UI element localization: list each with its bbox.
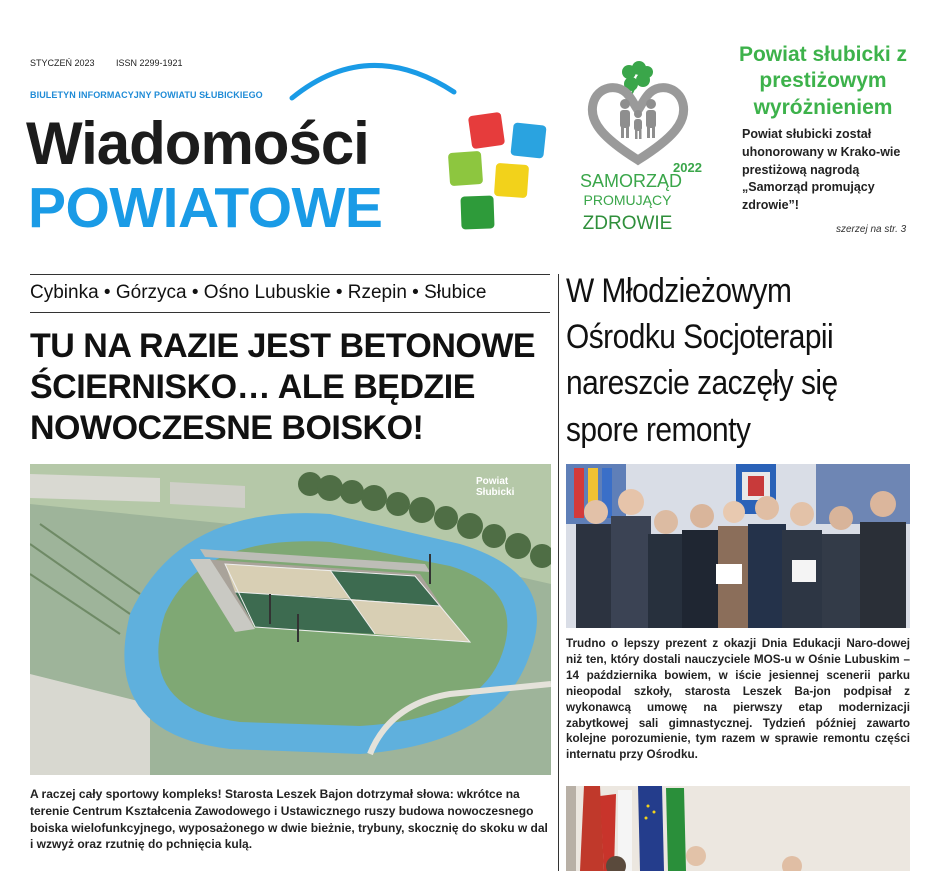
signing-photo [566,464,910,628]
right-headline[interactable] [566,268,875,453]
left-headline-line-1: TU NA RAZIE JEST BETONOWE [30,327,536,365]
award-year: 2022 [673,160,702,175]
masthead-arc [288,46,458,102]
left-cities-rule [30,312,550,313]
second-photo [566,786,910,871]
award-logo-line1: SAMORZĄD [580,171,683,191]
second-photo-scene [566,786,910,871]
left-top-rule [30,274,550,275]
logo-square-yellow [494,163,529,198]
award-body: Powiat słubicki został uhonorowany w Krako-wie prestiżową nagrodą „Samorząd promujący zdrowie”! [742,127,901,212]
right-headline-line-1: W Młodzieżowym [566,272,792,310]
award-title: Powiat słubicki z prestiżowym wyróżnieniem [738,43,908,119]
logo-square-red [468,112,505,149]
logo-square-green-dark [460,195,494,229]
left-headline-line-2: ŚCIERNISKO… ALE BĘDZIE [30,367,475,406]
right-headline-line-2: Ośrodku Socjoterapii [566,318,834,357]
column-divider [558,274,559,871]
issue-date: STYCZEŃ 2023 [30,58,95,68]
right-headline-line-3: nareszcie zaczęły się [566,364,838,403]
logo-square-green-light [448,151,483,186]
left-headline[interactable] [30,326,555,448]
issn: ISSN 2299-1921 [116,58,183,68]
cities-line: Cybinka • Górzyca • Ośno Lubuskie • Rzepin • Słubice [30,282,487,303]
award-page-ref[interactable]: szerzej na str. 3 [836,224,907,235]
bulletin-subtitle: BIULETYN INFORMACYJNY POWIATU SŁUBICKIEGO [30,90,263,100]
title-line-2: POWIATOWE [28,176,383,240]
left-headline-line-3: NOWOCZESNE BOISKO! [30,408,424,447]
image-badge: Powiat Słubicki [476,476,515,498]
sports-complex-rendering [30,464,551,775]
right-caption: Trudno o lepszy prezent z okazji Dnia Edukacji Naro-dowej niż ten, który dostali nauczyciele MOS-u w Ośnie Lubuskim – 14 października bowiem, w iście jesiennej scenerii parku nieopodal szkoły, starosta Leszek Ba-jon podpisał z wykonawcą umowę na pierwszy etap modernizacji zabytkowej sali gimnastycznej. Tydzień później zawarto kolejne porozumienie, tym razem w sprawie remontu części internatu przy Ośrodku. [566,637,910,762]
logo-square-blue [510,122,546,158]
clover-heart-icon [583,60,693,168]
award-logo-line2: PROMUJĄCY [583,192,672,208]
left-caption: A raczej cały sportowy kompleks! Starosta Leszek Bajon dotrzymał słowa: wkrótce na terenie Centrum Kształcenia Zawodowego i Ustawicznego ruszy budowa nowoczesnego boiska wielofunkcyjnego, wyposażonego w dwie bieżnie, trybuny, skocznię do skoku w dal i wzwyż oraz rzutnię do pchnięcia kulą. [30,787,548,852]
title-line-1: Wiadomości [26,110,369,177]
sports-complex-image [30,464,551,775]
award-logo-line3: ZDROWIE [582,213,673,234]
signing-photo-scene [566,464,910,628]
right-headline-line-4: spore remonty [566,410,751,449]
